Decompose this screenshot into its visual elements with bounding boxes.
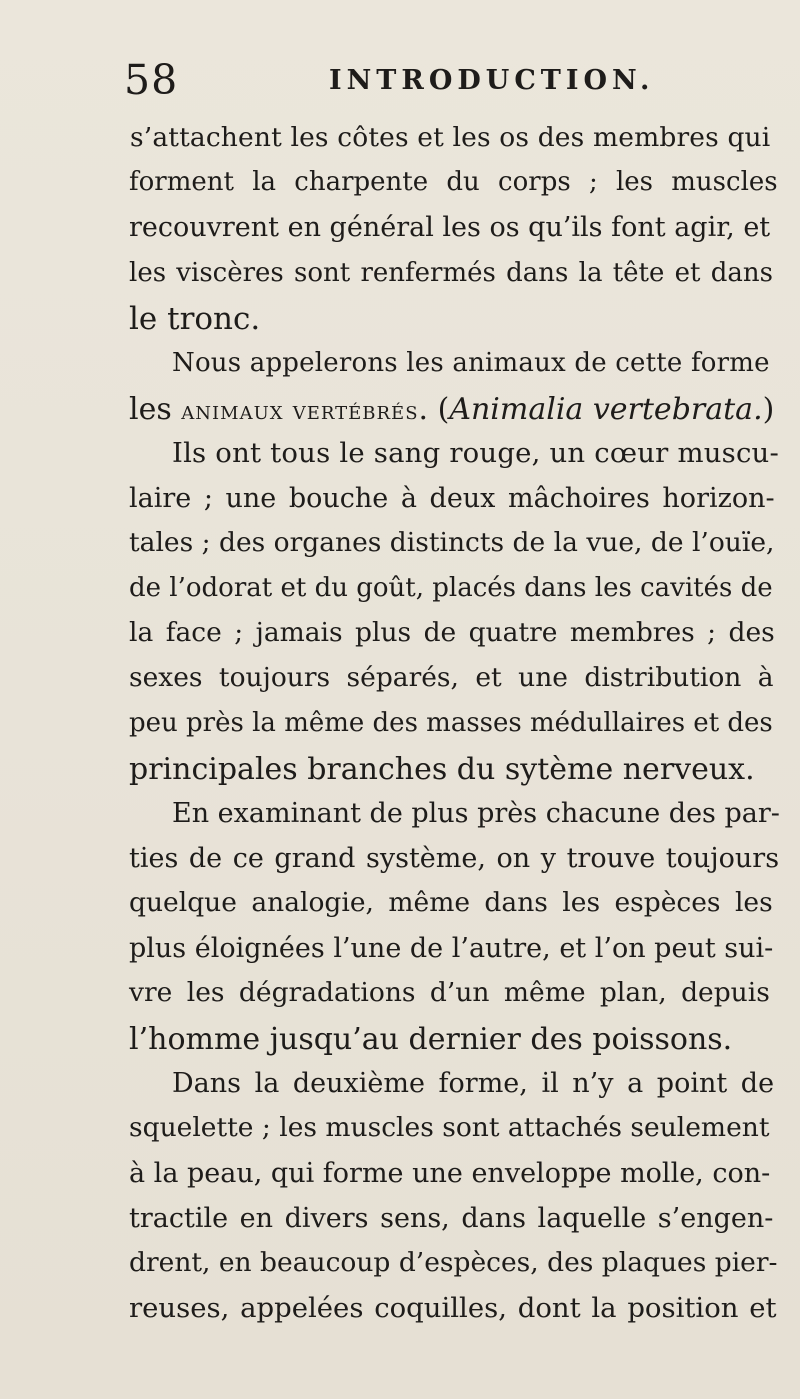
text-line: recouvrent en général les os qu’ils font agir, et: [129, 212, 771, 243]
text-line: Ils ont tous le sang rouge, un cœur muscu-: [172, 437, 779, 469]
text-line: reuses, appelées coquilles, dont la position et: [129, 1292, 777, 1324]
text-line: laire ; une bouche à deux mâchoires horizon-: [129, 483, 775, 514]
text-line: forment la charpente du corps ; les muscles: [129, 167, 778, 197]
text-line: squelette ; les muscles sont attachés seulement: [129, 1112, 770, 1143]
text-line: tales ; des organes distincts de la vue, de l’ouïe,: [129, 527, 775, 558]
text-line: vre les dégradations d’un même plan, depuis: [129, 977, 770, 1008]
text-line: Dans la deuxième forme, il n’y a point de: [172, 1068, 775, 1099]
text-line: En examinant de plus près chacune des par-: [172, 798, 780, 829]
text-line: plus éloignées l’une de l’autre, et l’on peut sui-: [129, 933, 774, 964]
running-head: [124, 56, 744, 106]
page-number: 58: [124, 56, 179, 104]
text-line: l’homme jusqu’au dernier des poissons.: [129, 1022, 733, 1057]
text-line: s’attachent les côtes et les os des membres qui: [130, 122, 771, 153]
line-prefix: les: [129, 392, 182, 427]
chapter-title: INTRODUCTION.: [329, 65, 655, 96]
text-line: sexes toujours séparés, et une distribution à: [129, 662, 774, 693]
line-suffix: ): [762, 392, 775, 427]
text-line: la face ; jamais plus de quatre membres ; des: [129, 617, 775, 648]
text-line: quelque analogie, même dans les espèces les: [129, 887, 773, 918]
text-line: ties de ce grand système, on y trouve toujours: [129, 843, 780, 874]
term-smallcaps: animaux vertébrés: [181, 396, 419, 426]
text-line: principales branches du sytème nerveux.: [129, 752, 755, 787]
text-line: à la peau, qui forme une enveloppe molle, con-: [129, 1158, 771, 1189]
latin-term: Animalia vertebrata.: [449, 392, 763, 427]
text-line: peu près la même des masses médullaires et des: [129, 708, 773, 738]
line-separator: . (: [418, 392, 450, 427]
text-line: [129, 392, 775, 427]
text-line: les viscères sont renfermés dans la tête et dans: [129, 258, 773, 288]
text-line: Nous appelerons les animaux de cette forme: [172, 348, 770, 378]
text-line: tractile en divers sens, dans laquelle s’engen-: [129, 1203, 774, 1234]
text-line: le tronc.: [129, 301, 261, 337]
text-line: drent, en beaucoup d’espèces, des plaques pier-: [129, 1247, 778, 1278]
text-line: de l’odorat et du goût, placés dans les cavités de: [129, 573, 773, 603]
